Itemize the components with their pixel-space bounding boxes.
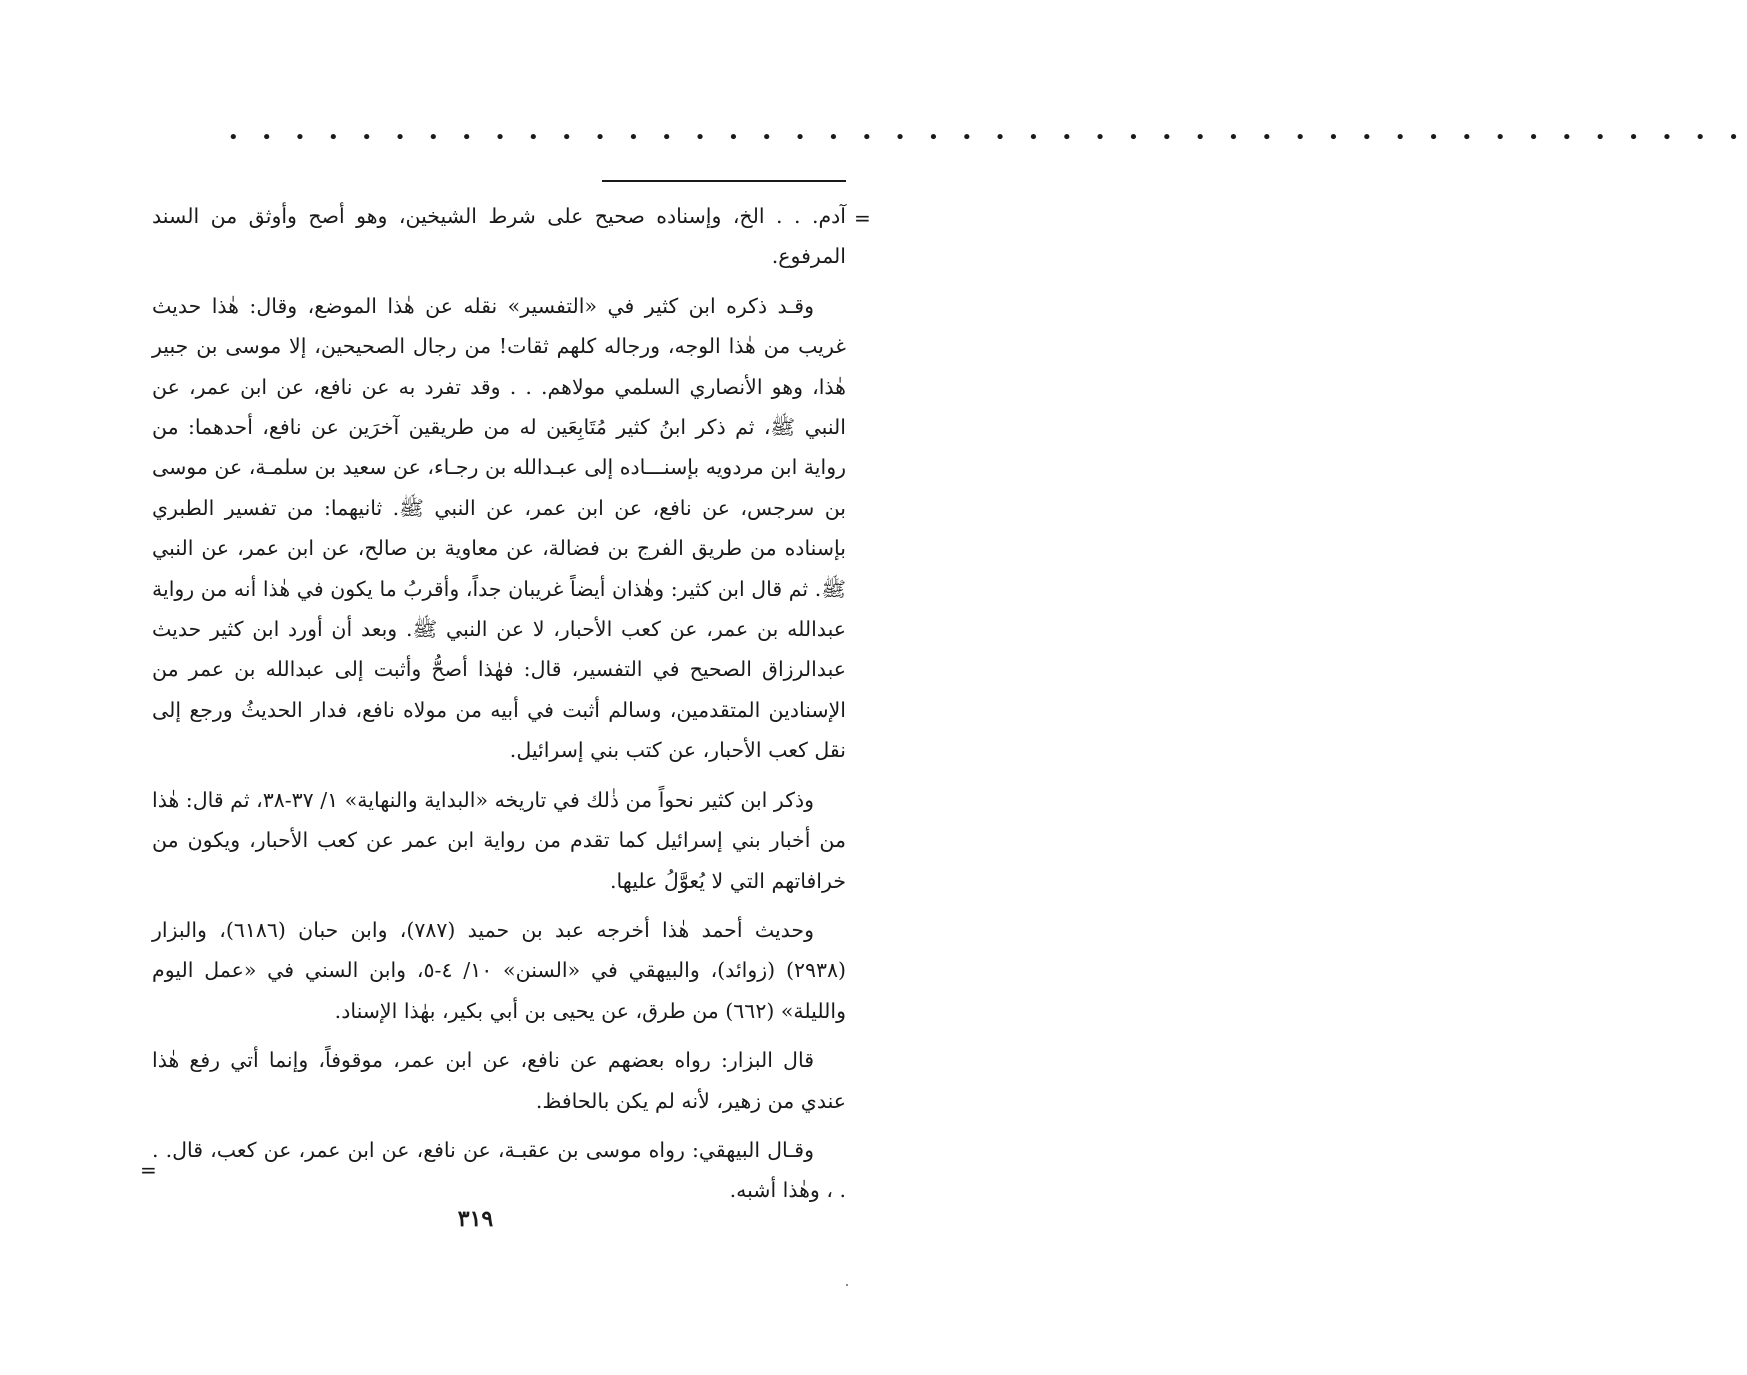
scan-speck xyxy=(846,1284,848,1286)
paragraph-3: وذكر ابن كثير نحواً من ذٰلك في تاريخه «البداية والنهاية» ١/ ٣٧-٣٨، ثم قال: هٰذا من أخبار بني إسرائيل كما تقدم من رواية ابن عمر عن كعب الأحبار، ويكون من خرافاتهم التي لا يُعوَّلُ عليها. xyxy=(152,787,846,893)
paragraph-6: وقـال البيهقي: رواه موسى بن عقبـة، عن نافع، عن ابن عمر، عن كعب، قال. . . ، وهٰذا أشبه. xyxy=(152,1137,846,1203)
paragraph-2: وقـد ذكره ابن كثير في «التفسير» نقله عن هٰذا الموضع، وقال: هٰذا حديث غريب من هٰذا الوجه، ورجاله كلهم ثقات! من رجال الصحيحين، إلا موسى بن جبير هٰذا، وهو الأنصاري السلمي مولاهم. . . وقد تفرد به عن نافع، عن ابن عمر، عن النبي ﷺ، ثم ذكر ابنُ كثير مُتَابِعَين له من طريقين آخرَين عن نافع، أحدهما: من رواية ابن مردويه بإسنـــاده إلى عبـدالله بن رجـاء، عن سعيد بن سلمـة، عن موسى بن سرجس، عن نافع، عن ابن عمر، عن النبي ﷺ. ثانيهما: من تفسير الطبري بإسناده من طريق الفرج بن فضالة، عن معاوية بن صالح، عن ابن عمر، عن النبي ﷺ. ثم قال ابن كثير: وهٰذان أيضاً غريبان جداً، وأقربُ ما يكون في هٰذا أنه من رواية عبدالله بن عمر، عن كعب الأحبار، لا عن النبي ﷺ. وبعد أن أورد ابن كثير حديث عبدالرزاق الصحيح في التفسير، قال: فهٰذا أصحُّ وأثبت إلى عبدالله بن عمر من الإسنادين المتقدمين، وسالم أثبت في أبيه من مولاه نافع، فدار الحديثُ ورجع إلى نقل كعب الأحبار، عن كتب بني إسرائيل. xyxy=(152,293,846,763)
paragraph-1: آدم. . . الخ، وإسناده صحيح على شرط الشيخين، وهو أصح وأوثق من السند المرفوع. xyxy=(152,204,846,269)
continuation-mark-end: = xyxy=(140,1158,157,1182)
paragraph-4: وحديث أحمد هٰذا أخرجه عبد بن حميد (٧٨٧)، وابن حبان (٦١٨٦)، والبزار (٢٩٣٨) (زوائد)، والبيهقي في «السنن» ١٠/ ٤-٥، وابن السني في «عمل اليوم والليلة» (٦٦٢) من طرق، عن يحيى بن أبي بكير، بهٰذا الإسناد. xyxy=(152,917,846,1023)
page-number: ٣١٩ xyxy=(457,1206,494,1232)
paragraph-5: قال البزار: رواه بعضهم عن نافع، عن ابن عمر، موقوفاً، وإنما أتي رفع هٰذا عندي من زهير، لأنه لم يكن بالحافظ. xyxy=(152,1048,846,1113)
continuation-mark-start: = xyxy=(854,206,871,230)
footnote-rule xyxy=(602,180,846,182)
footnote-text xyxy=(152,196,846,1220)
separator-dots: • • • • • • • • • • • • • • • • • • • • • • • • • • • • • • • • • • • • • • • • • • • • • • xyxy=(228,127,1747,148)
